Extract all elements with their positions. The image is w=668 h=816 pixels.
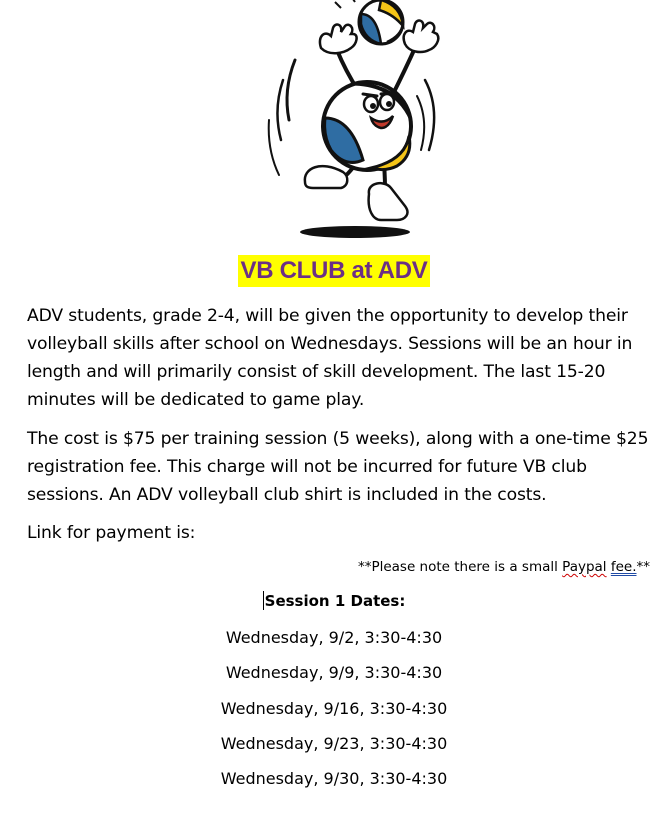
payment-link-label: Link for payment is: xyxy=(27,523,196,543)
note-suffix: ** xyxy=(636,559,650,575)
intro-paragraph: ADV students, grade 2-4, will be given the opportunity to develop their volleyball skills after school on Wednesdays. Sessions will be an hour in length and will primarily consist of skill development. The last 15-20 minutes will be dedicated to game play. xyxy=(27,306,633,410)
text-cursor xyxy=(263,591,264,610)
cost-paragraph: The cost is $75 per training session (5 weeks), along with a one-time $25 registration fee. This charge will not be incurred for future VB club sessions. An ADV volleyball club shirt is included in the costs. xyxy=(27,429,649,505)
note-prefix: **Please note there is a small xyxy=(357,559,563,575)
title-block xyxy=(0,255,668,287)
session-date: Wednesday, 9/30, 3:30-4:30 xyxy=(220,769,448,788)
session-heading-text: Session 1 Dates: xyxy=(264,592,406,610)
note-paypal-word: Paypal xyxy=(562,559,607,575)
session-heading xyxy=(0,591,668,610)
volleyball-mascot-illustration xyxy=(255,0,445,242)
session-date: Wednesday, 9/9, 3:30-4:30 xyxy=(225,663,443,683)
session-date: Wednesday, 9/2, 3:30-4:30 xyxy=(225,628,443,647)
session-date: Wednesday, 9/16, 3:30-4:30 xyxy=(220,698,448,718)
session-dates-list xyxy=(0,625,668,801)
paypal-fee-note xyxy=(358,559,650,575)
page-title: VB CLUB at ADV xyxy=(238,255,431,287)
session-date: Wednesday, 9/23, 3:30-4:30 xyxy=(220,733,448,753)
note-fee-word: fee. xyxy=(610,559,637,575)
